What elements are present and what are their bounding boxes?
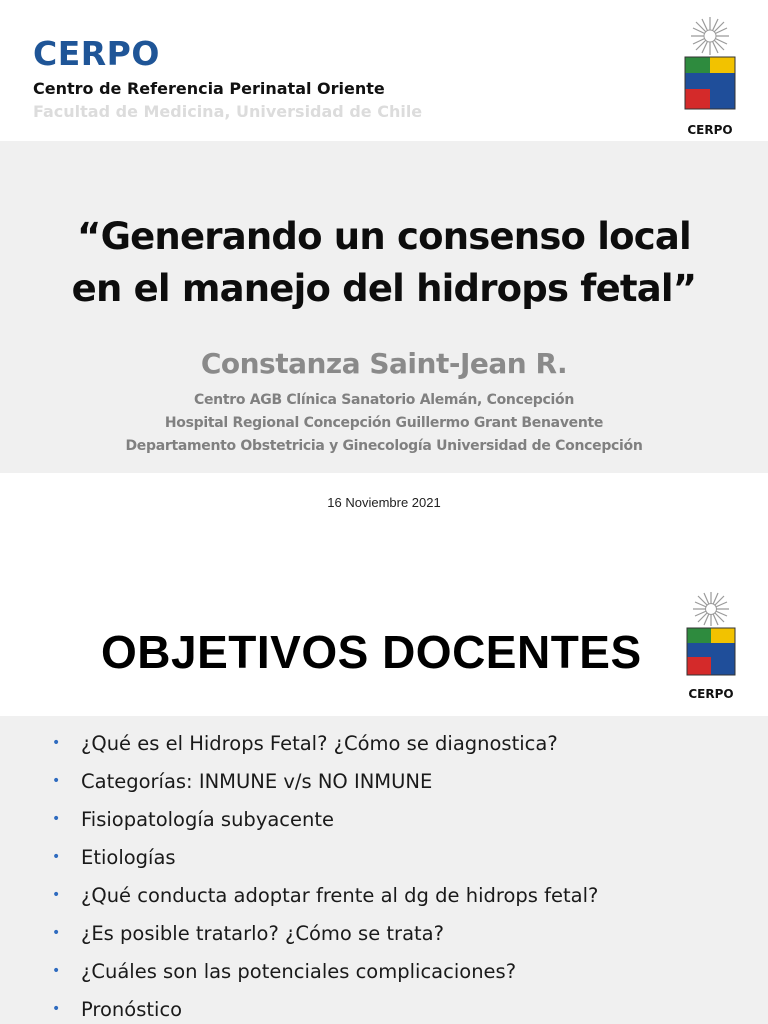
list-item: • Fisiopatología subyacente [52,807,335,831]
bullet-icon: • [52,1001,61,1017]
list-item: • Etiologías [52,845,176,869]
bullet-icon: • [52,925,61,941]
cerpo-logo-icon [683,15,737,139]
author-name: Constanza Saint-Jean R. [200,347,568,380]
affiliation-3: Departamento Obstetricia y Ginecología Universidad de Concepción [125,438,643,454]
logo-caption: CERPO [687,123,733,137]
list-item: • Pronóstico [52,997,183,1021]
presentation-date: 16 Noviembre 2021 [327,495,441,510]
slide-title: OBJETIVOS DOCENTES [101,626,642,678]
list-item: • ¿Qué conducta adoptar frente al dg de hidrops fetal? [52,883,599,907]
list-item: • ¿Cuáles son las potenciales complicaciones? [52,959,517,983]
bullet-icon: • [52,735,61,751]
faculty-name: Facultad de Medicina, Universidad de Chile [33,102,423,121]
list-item: • ¿Es posible tratarlo? ¿Cómo se trata? [52,921,444,945]
bullet-icon: • [52,811,61,827]
bullet-icon: • [52,773,61,789]
bullet-icon: • [52,849,61,865]
bullet-icon: • [52,963,61,979]
affiliation-1: Centro AGB Clínica Sanatorio Alemán, Concepción [194,392,574,408]
title-band [0,141,768,473]
title-line-2: en el manejo del hidrops fetal” [71,267,697,310]
cerpo-logo-icon [685,590,737,702]
title-line-1: “Generando un consenso local [77,215,691,258]
brand-name: CERPO [33,34,160,73]
slide-header [0,0,768,141]
presentation-title [0,211,768,315]
logo-caption: CERPO [688,687,734,701]
objectives-list [52,724,598,1024]
org-name: Centro de Referencia Perinatal Oriente [33,79,385,98]
bullet-icon: • [52,887,61,903]
list-item: • ¿Qué es el Hidrops Fetal? ¿Cómo se diagnostica? [52,731,558,755]
objectives-band [0,716,768,1024]
affiliation-2: Hospital Regional Concepción Guillermo Grant Benavente [164,415,604,431]
objectives-slide [0,545,768,1024]
list-item: • Categorías: INMUNE v/s NO INMUNE [52,769,433,793]
